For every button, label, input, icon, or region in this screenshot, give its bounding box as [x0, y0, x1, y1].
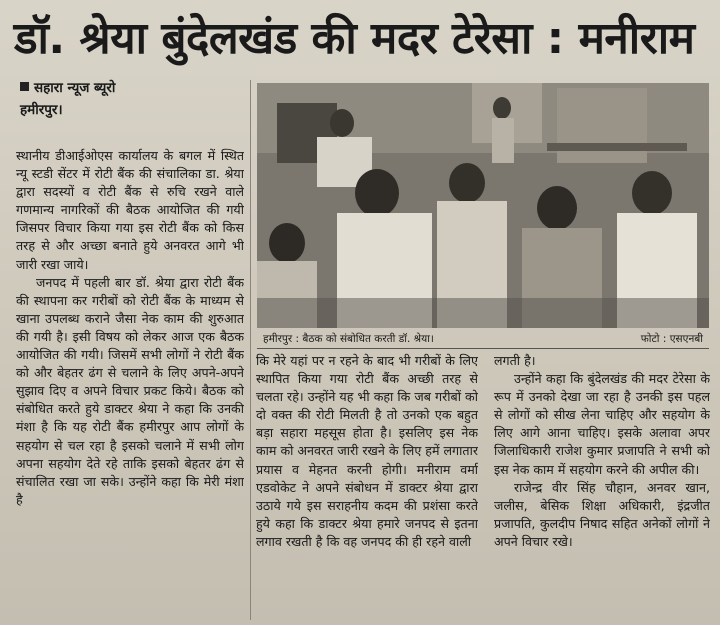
- column-divider: [250, 80, 251, 620]
- meeting-photo: [257, 83, 709, 328]
- headline: डॉ. श्रेया बुंदेलखंड की मदर टेरेसा : मनीराम: [14, 13, 695, 64]
- article-column-2: [256, 352, 478, 623]
- square-bullet-icon: [20, 82, 29, 91]
- photo-caption: हमीरपुर : बैठक को संबोधित करती डॉ. श्रेया।: [263, 333, 434, 345]
- paragraph: स्थानीय डीआईओएस कार्यालय के बगल में स्थित न्यू स्टडी सेंटर में रोटी बैंक की संचालिका डा. श्रेया द्वारा सदस्यों व रोटी बैंक से रुचि रखने वाले गणमान्य नागरिकों की बैठक आयोजित की गयी जिसपर विचार किया गया इस रोटी बैंक को किस तरह से और अच्छा बनाते हुये अनवरत आगे भी जारी रखा जाये।: [16, 148, 244, 272]
- article-column-1: [16, 147, 244, 623]
- paragraph: लगती है।: [494, 353, 536, 368]
- paragraph: उन्होंने कहा कि बुंदेलखंड की मदर टेरेसा के रूप में उनको देखा जा रहा है उनकी इस पहल से लोगों को सीख लेना चाहिए और सहयोग के लिए आगे आना चाहिए। इसके अलावा अपर जिलाधिकारी राजेश कुमार प्रजापति ने सभी को इस नेक काम में सहयोग करने की अपील की।: [494, 371, 710, 477]
- dateline: हमीरपुर।: [20, 102, 63, 118]
- bureau-name: सहारा न्यूज ब्यूरो: [34, 80, 116, 96]
- paragraph: जनपद में पहली बार डॉ. श्रेया द्वारा रोटी बैंक की स्थापना कर गरीबों को रोटी बैंक के माध्यम से खाना उपलब्ध कराने जैसा नेक काम की शुरुआत की गयी है। इसी विषय को लेकर आज एक बैठक आयोजित की गयी। जिसमें सभी लोगों ने रोटी बैंक को और बेहतर ढंग से चलाने के लिए अपने-अपने सुझाव दिए व अपने विचार प्रकट किये। बैठक को संबोधित करते हुये डाक्टर श्रेया ने कहा कि उनकी मंशा है कि यह रोटी बैंक हमीरपुर आप लोगों के सहयोग से चल रहा है इसको चलाने में सभी लोग अपना सहयोग देते रहे ताकि इसको बेहतर ढंग से संचालित रखा जा सके। उन्होंने कहा कि मेरी मंशा है: [16, 274, 244, 507]
- bureau-byline: [20, 78, 115, 96]
- photo-caption-bar: [257, 330, 709, 349]
- paragraph: राजेन्द्र वीर सिंह चौहान, अनवर खान, जलीस, बेसिक शिक्षा अधिकारी, इंद्रजीत प्रजापति, कुलदीप निषाद सहित अनेकों लोगों ने अपने विचार रखे।: [494, 479, 710, 549]
- photo-credit: फोटो : एसएनबी: [640, 333, 703, 345]
- article-column-3: [494, 352, 710, 623]
- paragraph: कि मेरे यहां पर न रहने के बाद भी गरीबों के लिए स्थापित किया गया रोटी बैंक अच्छी तरह से चलता रहे। उन्होंने यह भी कहा कि जब गरीबों को दो वक्त की रोटी मिलती है तो उनको एक बहुत बड़ा सहारा महसूस होता है। इसलिए इस नेक काम को अनवरत जारी रखने के लिए हमें लगातार प्रयास व मेहनत करनी होगी। मनीराम वर्मा एडवोकेट ने अपने संबोधन में डाक्टर श्रेया द्वारा उठाये गये इस सराहनीय कदम की प्रशंसा करते हुये कहा कि डाक्टर श्रेया हमारे जनपद से इतना लगाव रखती है कि वह जनपद की ही रहने वाली: [256, 353, 478, 549]
- meeting-photo-image: [257, 83, 709, 328]
